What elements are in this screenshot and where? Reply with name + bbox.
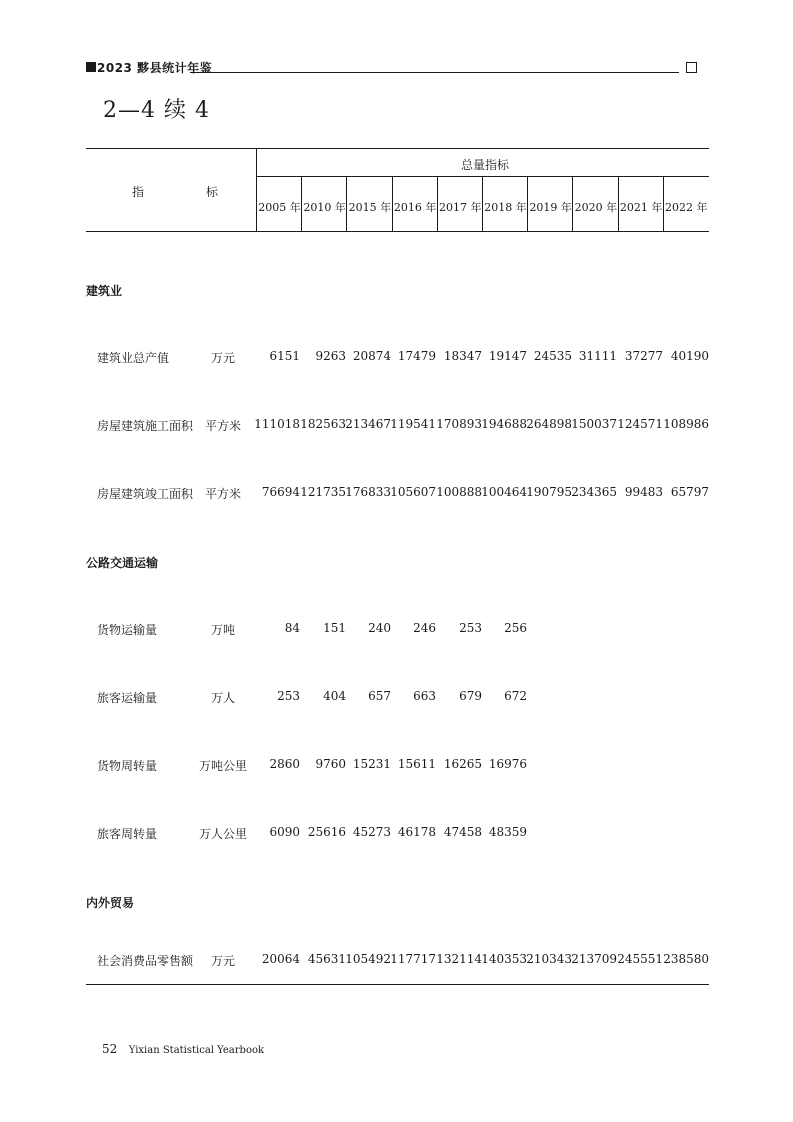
value-cell: 170893 <box>436 417 482 431</box>
value-cell: 16976 <box>488 757 527 771</box>
indicator-label-2: 标 <box>206 185 219 199</box>
value-cell: 37277 <box>624 349 663 363</box>
year-header: 2022 年 <box>665 201 708 214</box>
table-row <box>0 485 793 501</box>
value-cell: 24535 <box>533 349 572 363</box>
value-cell: 84 <box>284 621 300 635</box>
value-cell: 238580 <box>663 952 709 966</box>
indicator-name: 建筑业总产值 <box>97 351 170 365</box>
value-cell: 47458 <box>443 825 482 839</box>
table-row <box>0 825 793 841</box>
value-cell: 20874 <box>352 349 391 363</box>
year-column-divider <box>618 176 619 231</box>
section-title: 内外贸易 <box>86 896 135 910</box>
header-bottom-rule <box>86 231 709 232</box>
year-header: 2020 年 <box>574 201 618 214</box>
year-column-divider <box>301 176 302 231</box>
value-cell: 657 <box>368 689 391 703</box>
value-cell: 105607 <box>390 485 436 499</box>
value-cell: 100464 <box>481 485 527 499</box>
year-column-divider <box>527 176 528 231</box>
indicator-unit: 平方米 <box>204 419 241 433</box>
value-cell: 16265 <box>443 757 482 771</box>
indicator-unit: 万人公里 <box>198 827 247 841</box>
value-cell: 679 <box>459 689 482 703</box>
running-header <box>86 60 697 76</box>
table-row <box>0 417 793 433</box>
yearbook-title: 2023 黟县统计年鉴 <box>97 61 213 75</box>
square-bullet-icon <box>86 62 96 72</box>
year-column-divider <box>346 176 347 231</box>
value-cell: 100888 <box>436 485 482 499</box>
table-title: 2—4 续 4 <box>103 98 210 123</box>
table-bottom-rule <box>86 984 709 985</box>
value-cell: 17479 <box>397 349 436 363</box>
value-cell: 213709 <box>571 952 617 966</box>
section-title: 建筑业 <box>86 284 123 298</box>
value-cell: 99483 <box>624 485 663 499</box>
value-cell: 15611 <box>397 757 436 771</box>
value-cell: 45273 <box>352 825 391 839</box>
value-cell: 9760 <box>315 757 346 771</box>
year-column-divider <box>572 176 573 231</box>
value-cell: 45631 <box>307 952 346 966</box>
value-cell: 194688 <box>481 417 527 431</box>
year-header: 2021 年 <box>619 201 663 214</box>
value-cell: 76694 <box>261 485 300 499</box>
table-row <box>0 349 793 365</box>
value-cell: 132114 <box>436 952 482 966</box>
year-header: 2016 年 <box>393 201 437 214</box>
value-cell: 151 <box>323 621 346 635</box>
indicator-unit: 平方米 <box>204 487 241 501</box>
indicator-name: 旅客周转量 <box>97 827 158 841</box>
section-title: 公路交通运输 <box>86 556 159 570</box>
value-cell: 663 <box>413 689 436 703</box>
value-cell: 9263 <box>315 349 346 363</box>
value-cell: 46178 <box>397 825 436 839</box>
year-column-divider <box>663 176 664 231</box>
indicator-name: 货物运输量 <box>97 623 158 637</box>
value-cell: 672 <box>504 689 527 703</box>
value-cell: 264898 <box>526 417 572 431</box>
footer-title: Yixian Statistical Yearbook <box>128 1045 265 1056</box>
header-rule <box>190 72 679 73</box>
value-cell: 105492 <box>345 952 391 966</box>
value-cell: 117717 <box>390 952 436 966</box>
value-cell: 404 <box>323 689 346 703</box>
table-row <box>0 952 793 968</box>
value-cell: 176833 <box>345 485 391 499</box>
value-cell: 108986 <box>663 417 709 431</box>
value-cell: 48359 <box>488 825 527 839</box>
value-cell: 150037 <box>571 417 617 431</box>
value-cell: 245551 <box>617 952 663 966</box>
value-cell: 65797 <box>670 485 709 499</box>
indicator-label-1: 指 <box>132 185 145 199</box>
year-header: 2015 年 <box>348 201 392 214</box>
empty-square-icon <box>686 62 697 73</box>
indicator-unit: 万人 <box>210 691 235 705</box>
value-cell: 253 <box>277 689 300 703</box>
year-header: 2017 年 <box>439 201 482 214</box>
value-cell: 256 <box>504 621 527 635</box>
value-cell: 20064 <box>261 952 300 966</box>
indicator-name: 房屋建筑竣工面积 <box>97 487 194 501</box>
year-column-divider <box>437 176 438 231</box>
table-row <box>0 757 793 773</box>
value-cell: 119541 <box>390 417 436 431</box>
value-cell: 6090 <box>269 825 300 839</box>
value-cell: 213467 <box>345 417 391 431</box>
value-cell: 121735 <box>300 485 346 499</box>
page-number: 52 <box>102 1042 118 1056</box>
value-cell: 6151 <box>269 349 300 363</box>
value-cell: 190795 <box>526 485 572 499</box>
year-column-divider <box>392 176 393 231</box>
table-row <box>0 621 793 637</box>
year-column-divider <box>482 176 483 231</box>
indicator-name: 货物周转量 <box>97 759 158 773</box>
year-header: 2019 年 <box>529 201 572 214</box>
indicator-unit: 万吨 <box>210 623 235 637</box>
value-cell: 124571 <box>617 417 663 431</box>
value-cell: 140353 <box>481 952 527 966</box>
value-cell: 240 <box>368 621 391 635</box>
value-cell: 40190 <box>670 349 709 363</box>
value-cell: 210343 <box>526 952 572 966</box>
value-cell: 31111 <box>578 349 617 363</box>
value-cell: 18347 <box>443 349 482 363</box>
header-divider <box>256 148 257 231</box>
indicator-name: 社会消费品零售额 <box>97 954 194 968</box>
group-header: 总量指标 <box>461 158 510 172</box>
year-header: 2005 年 <box>258 201 301 214</box>
indicator-name: 旅客运输量 <box>97 691 158 705</box>
value-cell: 15231 <box>352 757 391 771</box>
year-header: 2018 年 <box>484 201 527 214</box>
value-cell: 234365 <box>571 485 617 499</box>
indicator-unit: 万元 <box>210 954 235 968</box>
value-cell: 2860 <box>269 757 300 771</box>
value-cell: 111018 <box>254 417 300 431</box>
indicator-unit: 万元 <box>210 351 235 365</box>
indicator-name: 房屋建筑施工面积 <box>97 419 194 433</box>
value-cell: 253 <box>459 621 482 635</box>
page-footer <box>102 1042 264 1056</box>
value-cell: 25616 <box>307 825 346 839</box>
table-top-rule <box>86 148 709 149</box>
indicator-unit: 万吨公里 <box>198 759 247 773</box>
value-cell: 246 <box>413 621 436 635</box>
year-header: 2010 年 <box>303 201 346 214</box>
value-cell: 182563 <box>300 417 346 431</box>
table-row <box>0 689 793 705</box>
value-cell: 19147 <box>488 349 527 363</box>
